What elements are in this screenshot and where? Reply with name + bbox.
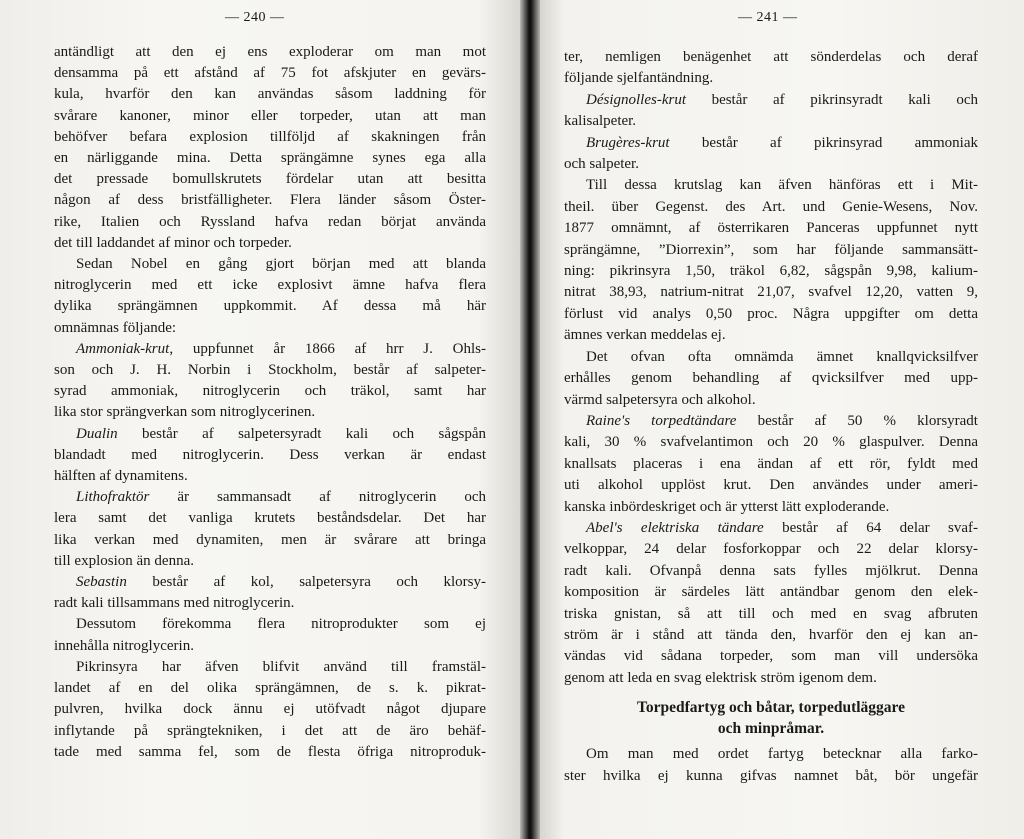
text-line: Pikrinsyra har äfven blifvit använd till framstäl- bbox=[76, 658, 486, 675]
text-line: Om man med ordet fartyg betecknar alla farko- bbox=[586, 746, 978, 763]
text-line: komposition är särdeles lätt antändbar genom den elek- bbox=[564, 584, 978, 601]
text-line: Till dessa krutslag kan äfven hänföras ett i Mit- bbox=[586, 177, 978, 194]
text-line: ster hvilka ej kunna gifvas namnet båt, bör ungefär bbox=[564, 767, 978, 784]
text-line: kanska inbördeskriget och är ytterst lätt exploderande. bbox=[564, 498, 890, 515]
text-line: blandadt med nitroglycerin. Dess verkan är endast bbox=[54, 446, 486, 463]
text-line: kalisalpeter. bbox=[564, 113, 637, 130]
text-line-dualin: Dualin består af salpetersyradt kali och sågspån bbox=[76, 425, 486, 442]
section-heading bbox=[564, 697, 978, 739]
text-line: dylika sprängämnen uppkommit. Af dessa må här bbox=[54, 298, 486, 315]
book-gutter bbox=[520, 0, 540, 839]
text-line: syrad ammoniak, nitroglycerin och träkol, samt har bbox=[54, 383, 486, 400]
text-line: värmd salpetersyra och alkohol. bbox=[564, 391, 756, 408]
text-line: ter, nemligen benägenhet att sönderdelas och deraf bbox=[564, 49, 978, 65]
text-line: en närliggande mina. Detta sprängämne synes ega alla bbox=[54, 150, 486, 167]
text-line: ström är i stånd att tända den, hvarför den ej kan an- bbox=[564, 626, 978, 643]
right-page-text bbox=[564, 47, 978, 787]
section-heading-line: Torpedfartyg och båtar, torpedutläggare bbox=[636, 699, 906, 717]
text-line: knallsats placeras i ena ändan af ett rör, fyldt med bbox=[564, 455, 978, 472]
text-line: 1877 omnämnt, af österrikaren Panceras uppfunnet nytt bbox=[564, 220, 978, 237]
text-line: innehålla nitroglycerin. bbox=[54, 637, 194, 654]
left-page-text bbox=[54, 42, 486, 763]
page-number: — 241 — bbox=[738, 10, 798, 25]
text-line: radt kali. Ofvanpå denna sats fylles mjölkrut. Denna bbox=[564, 562, 978, 579]
text-line: och salpeter. bbox=[564, 156, 639, 173]
text-line: svårare kanoner, minor eller torpeder, utan att man bbox=[54, 107, 486, 124]
text-line-abels: Abel's elektriska tändare består af 64 delar svaf- bbox=[586, 519, 978, 536]
text-line: densamma på ett afstånd af 75 fot afskjuter en gevärs- bbox=[54, 65, 486, 82]
text-line: förlust vid analys 0,50 proc. Några uppgifter om detta bbox=[564, 305, 978, 322]
text-line: det till laddandet af minor och torpeder. bbox=[54, 234, 292, 251]
section-heading-line: och minpråmar. bbox=[717, 720, 825, 738]
text-line: kali, 30 % svafvelantimon och 20 % glaspulver. Denna bbox=[564, 434, 978, 451]
text-line: omnämnas följande: bbox=[54, 319, 177, 336]
text-line: pulvren, hvilka dock ännu ej utöfvadt något djupare bbox=[54, 701, 486, 718]
text-line-ammoniak-krut: Ammoniak-krut, uppfunnet år 1866 af hrr J. Ohls- bbox=[76, 340, 486, 357]
text-line: nitroglycerin med ett icke explosivt ämne hafva flera bbox=[54, 277, 486, 294]
text-line: triska gnistan, så att till och med en svag afbruten bbox=[564, 605, 978, 622]
text-line-brugeres: Brugères-krut består af pikrinsyrad ammoniak bbox=[586, 134, 978, 151]
text-line: son och J. H. Norbin i Stockholm, består af salpeter- bbox=[54, 362, 486, 379]
text-line: behöfver befara explosion tillföljd af skakningen från bbox=[54, 128, 486, 145]
text-line: tade med samma fel, som de flesta öfriga nitroproduk- bbox=[54, 743, 486, 760]
text-line-raines: Raine's torpedtändare består af 50 % klorsyradt bbox=[586, 412, 978, 429]
text-line: genom att leda en svag elektrisk ström igenom dem. bbox=[564, 669, 877, 686]
text-line: till explosion än denna. bbox=[54, 552, 194, 569]
text-line: antändligt att den ej ens exploderar om man mot bbox=[54, 44, 486, 60]
text-line: kula, hvarför den kan användas såsom laddning för bbox=[54, 86, 486, 103]
text-line: Det ofvan ofta omnämda ämnet knallqvicksilfver bbox=[586, 348, 978, 365]
text-line: hälften af dynamitens. bbox=[54, 468, 188, 485]
text-line: theil. über Gegenst. des Art. und Genie-Wesens, Nov. bbox=[564, 198, 978, 215]
text-line: landet af en del olika sprängämnen, de s. k. pikrat- bbox=[54, 680, 486, 697]
text-line: Dessutom förekomma flera nitroprodukter som ej bbox=[76, 616, 486, 633]
text-line: inflytande på sprängtekniken, i det att de äro behäf- bbox=[54, 722, 486, 739]
page-number: — 240 — bbox=[225, 10, 285, 25]
text-line: lika verkan med dynamiten, men är svårare att bringa bbox=[54, 531, 486, 548]
text-line: ämnes verkan meddelas ej. bbox=[564, 327, 726, 344]
text-line-lithofraktor: Lithofraktör är sammansadt af nitroglycerin och bbox=[76, 489, 486, 506]
text-line: det pressade bomullskrutets fördelar utan att besitta bbox=[54, 171, 486, 188]
text-line: radt kali tillsammans med nitroglycerin. bbox=[54, 595, 295, 612]
text-line: följande sjelfantändning. bbox=[564, 70, 714, 87]
text-line-designolles: Désignolles-krut består af pikrinsyradt kali och bbox=[586, 91, 978, 108]
text-line: erhålles genom behandling af qvicksilfver med upp- bbox=[564, 370, 978, 387]
text-line: lika stor sprängverkan som nitroglycerinen. bbox=[54, 404, 316, 421]
text-line: nitrat 38,93, natrium-nitrat 21,07, svafvel 12,20, vatten 9, bbox=[564, 284, 978, 301]
text-line: rike, Italien och Ryssland hafva redan börjat använda bbox=[54, 213, 486, 230]
text-line: uti alkohol upplöst krut. Den användes under ameri- bbox=[564, 477, 978, 494]
text-line: ning: pikrinsyra 1,50, träkol 6,82, sågspån 9,98, kalium- bbox=[564, 263, 978, 280]
text-line: Sedan Nobel en gång gjort början med att blanda bbox=[76, 256, 486, 273]
text-line: vändas vid sådana torpeder, som man vill undersöka bbox=[564, 648, 978, 665]
text-line: velkoppar, 24 delar fosforkoppar och 22 delar klorsy- bbox=[564, 541, 978, 558]
text-line: lera samt det vanliga krutets beståndsdelar. Det har bbox=[54, 510, 486, 527]
right-page bbox=[540, 0, 1024, 839]
text-line-sebastin: Sebastin består af kol, salpetersyra och klorsy- bbox=[76, 574, 486, 591]
text-line: sprängämne, ”Diorrexin”, som har följande sammansätt- bbox=[564, 241, 978, 258]
text-line: någon af dess bristfälligheter. Flera länder såsom Öster- bbox=[54, 192, 486, 209]
